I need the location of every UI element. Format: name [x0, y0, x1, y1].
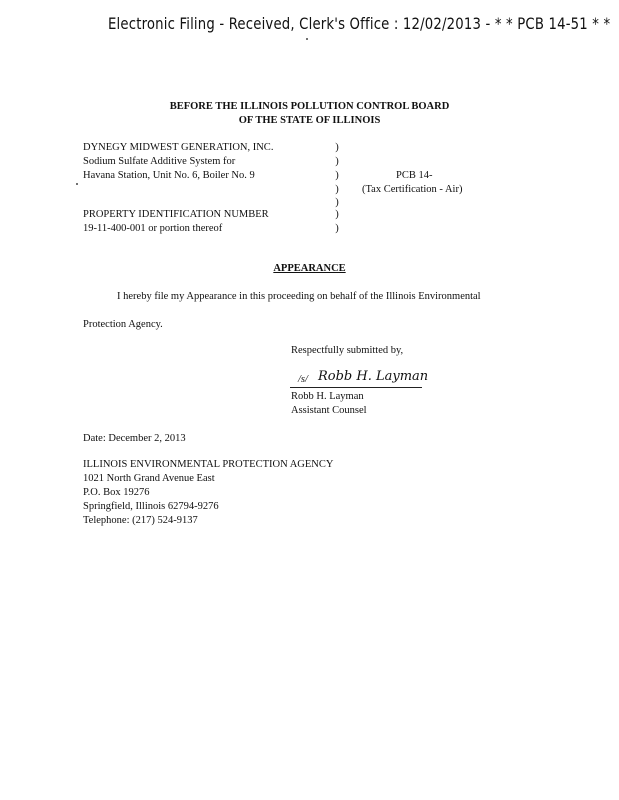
agency-city: Springfield, Illinois 62794-9276	[83, 501, 219, 512]
caption-paren: )	[335, 209, 339, 220]
document-title: APPEARANCE	[273, 263, 346, 274]
board-heading-line1: BEFORE THE ILLINOIS POLLUTION CONTROL BOARD	[169, 101, 450, 112]
caption-paren: )	[335, 156, 339, 167]
agency-name: ILLINOIS ENVIRONMENTAL PROTECTION AGENCY	[83, 459, 334, 470]
signer-title: Assistant Counsel	[291, 405, 367, 416]
caption-paren: )	[335, 223, 339, 234]
scan-speck	[306, 38, 308, 40]
caption-line: Havana Station, Unit No. 6, Boiler No. 9	[83, 170, 255, 181]
case-type: (Tax Certification - Air)	[362, 184, 463, 195]
body-line-1: I hereby file my Appearance in this proceeding on behalf of the Illinois Environmental	[117, 291, 481, 302]
caption-line: DYNEGY MIDWEST GENERATION, INC.	[83, 142, 274, 153]
signature: Robb H. Layman	[318, 369, 429, 384]
document-date: Date: December 2, 2013	[83, 433, 186, 444]
case-number: PCB 14-	[396, 170, 433, 181]
board-heading-line2: OF THE STATE OF ILLINOIS	[238, 115, 381, 126]
caption-line: Sodium Sulfate Additive System for	[83, 156, 236, 167]
filing-stamp: Electronic Filing - Received, Clerk's Office : 12/02/2013 - * * PCB 14-51 * *	[108, 14, 611, 33]
signature-prefix: /s/	[298, 374, 308, 385]
caption-line: PROPERTY IDENTIFICATION NUMBER	[83, 209, 269, 220]
signature-line	[290, 387, 422, 388]
caption-paren: )	[335, 184, 339, 195]
body-line-2: Protection Agency.	[83, 319, 163, 330]
caption-paren: )	[335, 142, 339, 153]
agency-phone: Telephone: (217) 524-9137	[83, 515, 198, 526]
caption-line: 19-11-400-001 or portion thereof	[83, 223, 223, 234]
scan-speck	[76, 183, 78, 185]
signature-closing: Respectfully submitted by,	[291, 345, 404, 356]
agency-po-box: P.O. Box 19276	[83, 487, 150, 498]
agency-street: 1021 North Grand Avenue East	[83, 473, 215, 484]
signer-name: Robb H. Layman	[291, 391, 364, 402]
caption-paren: )	[335, 197, 339, 208]
caption-paren: )	[335, 170, 339, 181]
